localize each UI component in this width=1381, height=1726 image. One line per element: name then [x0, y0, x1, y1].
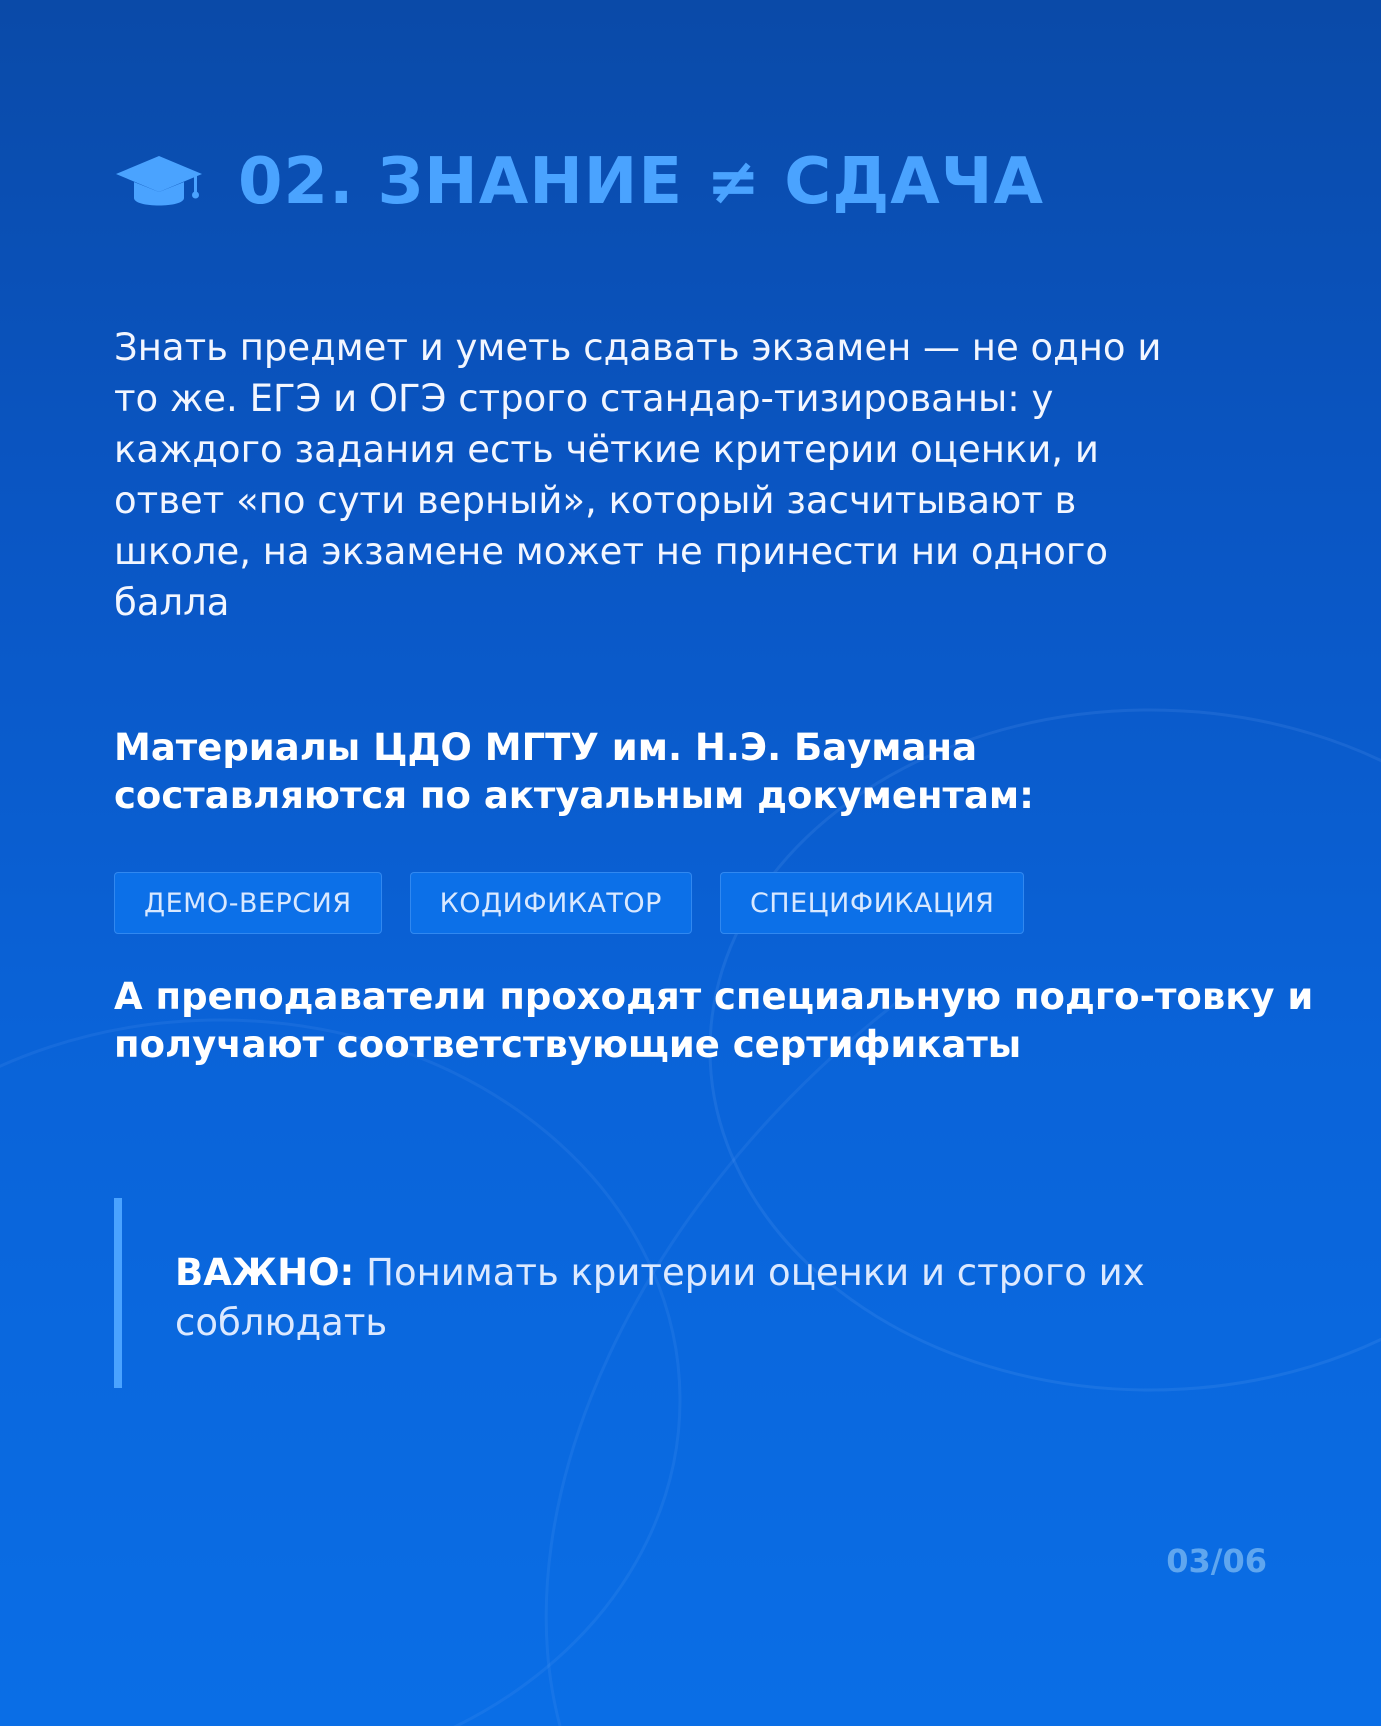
important-note-text	[175, 1248, 1225, 1348]
graduation-cap-icon	[114, 152, 204, 212]
important-note-label: ВАЖНО:	[175, 1251, 355, 1294]
tag-codifier: КОДИФИКАТОР	[410, 872, 692, 934]
title-row	[114, 145, 1044, 219]
important-note	[114, 1198, 1214, 1388]
intro-paragraph: Знать предмет и уметь сдавать экзамен — не одно и то же. ЕГЭ и ОГЭ строго стандар-тизированы: у каждого задания есть чёткие критерии оценки, и ответ «по сути верный», который засчитывают в школе, на экзамене может не принести ни одного балла	[114, 326, 1162, 624]
teachers-heading: А преподаватели проходят специальную подго-товку и получают соответствующие сертификаты	[114, 975, 1314, 1066]
tag-specification: СПЕЦИФИКАЦИЯ	[720, 872, 1024, 934]
page-title: 02. ЗНАНИЕ ≠ СДАЧА	[238, 145, 1044, 219]
important-note-body: Понимать критерии оценки и строго их соблюдать	[175, 1251, 1145, 1344]
tag-demo-version: ДЕМО-ВЕРСИЯ	[114, 872, 382, 934]
document-tags	[114, 872, 1024, 934]
page-counter: 03/06	[1166, 1542, 1267, 1580]
materials-heading: Материалы ЦДО МГТУ им. Н.Э. Баумана составляются по актуальным документам:	[114, 726, 1034, 817]
